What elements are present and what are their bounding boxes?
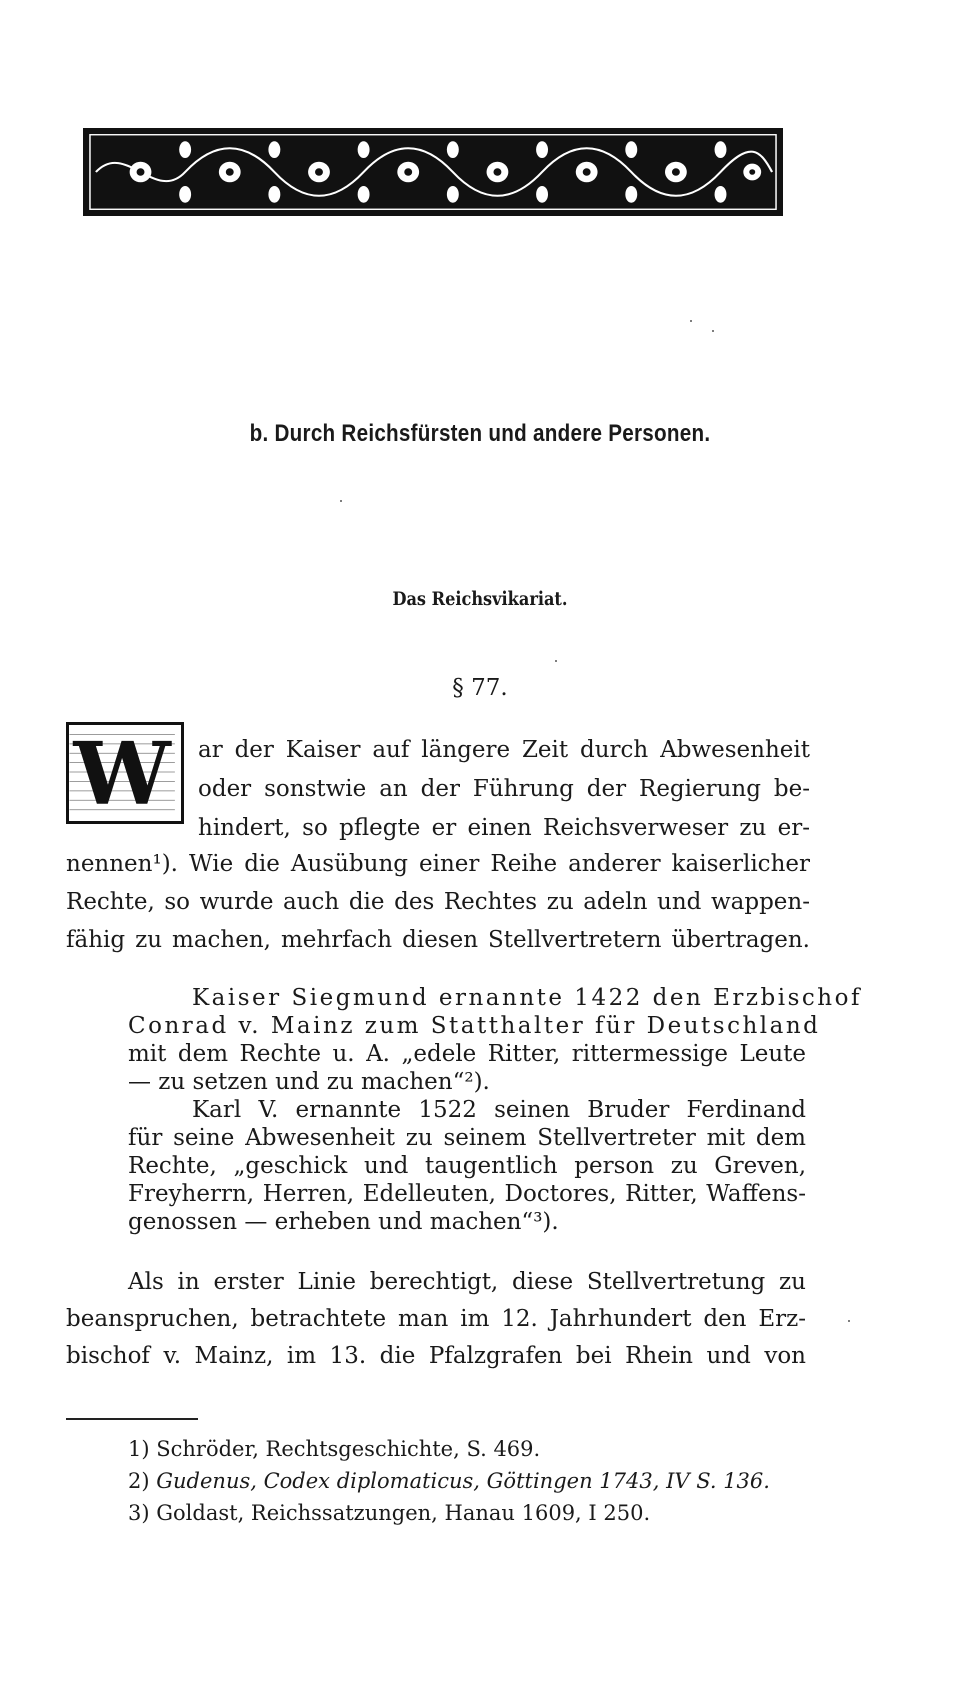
paragraph-line: beanspruchen, betrachtete man im 12. Jahrhundert den Erz-	[66, 1306, 806, 1332]
floral-ornament-icon	[86, 131, 780, 213]
quote-line: — zu setzen und zu machen“²).	[128, 1069, 490, 1095]
footnote-text: Gudenus, Codex diplomaticus, Göttingen 1743, IV S. 136.	[156, 1469, 770, 1493]
paragraph-line: ar der Kaiser auf längere Zeit durch Abwesenheit	[198, 737, 810, 763]
paragraph-line: fähig zu machen, mehrfach diesen Stellvertretern übertragen.	[66, 927, 810, 953]
chapter-heading: b. Durch Reichsfürsten und andere Personen.	[249, 420, 711, 447]
paragraph-line: nennen¹). Wie die Ausübung einer Reihe anderer kaiserlicher	[66, 851, 810, 877]
paragraph-line: hindert, so pflegte er einen Reichsverweser zu er-	[198, 815, 810, 841]
footnote-3	[128, 1500, 650, 1526]
section-subheading: Das Reichsvikariat.	[392, 588, 568, 610]
scan-speck	[848, 1320, 850, 1322]
decorated-initial	[66, 722, 184, 824]
footnote-mark: 1)	[128, 1437, 150, 1461]
paragraph-line: oder sonstwie an der Führung der Regierung be-	[198, 776, 810, 802]
footnote-mark: 2)	[128, 1469, 150, 1493]
initial-w-icon	[69, 725, 181, 821]
quote-line: genossen — erheben und machen“³).	[128, 1209, 559, 1235]
scan-speck	[712, 330, 714, 332]
ornamental-header-band	[83, 128, 783, 216]
footnote-mark: 3)	[128, 1501, 150, 1525]
scan-speck	[555, 660, 557, 662]
quote-line: mit dem Rechte u. A. „edele Ritter, rittermessige Leute	[128, 1041, 806, 1067]
quote-line: Freyherrn, Herren, Edelleuten, Doctores, Ritter, Waffens-	[128, 1181, 806, 1207]
paragraph-line: Rechte, so wurde auch die des Rechtes zu adeln und wappen-	[66, 889, 810, 915]
footnote-2	[128, 1468, 770, 1494]
footnote-text: Schröder, Rechtsgeschichte, S. 469.	[156, 1437, 541, 1461]
footnote-text: Goldast, Reichssatzungen, Hanau 1609, I 250.	[156, 1501, 651, 1525]
quote-line: Karl V. ernannte 1522 seinen Bruder Ferdinand	[192, 1097, 806, 1123]
paragraph-line: bischof v. Mainz, im 13. die Pfalzgrafen bei Rhein und von	[66, 1343, 806, 1369]
svg-text:W: W	[73, 725, 171, 821]
paragraph-line: Als in erster Linie berechtigt, diese Stellvertretung zu	[128, 1269, 806, 1295]
quote-line: Kaiser Siegmund ernannte 1422 den Erzbischof	[192, 985, 862, 1011]
scan-speck	[690, 320, 692, 322]
quote-line: für seine Abwesenheit zu seinem Stellvertreter mit dem	[128, 1125, 806, 1151]
quote-line: Conrad v. Mainz zum Statthalter für Deutschland	[128, 1013, 821, 1039]
section-number: § 77.	[452, 675, 508, 701]
scan-speck	[340, 500, 342, 502]
quote-line: Rechte, „geschick und taugentlich person zu Greven,	[128, 1153, 806, 1179]
footnote-separator	[66, 1418, 198, 1420]
footnote-1	[128, 1436, 540, 1462]
